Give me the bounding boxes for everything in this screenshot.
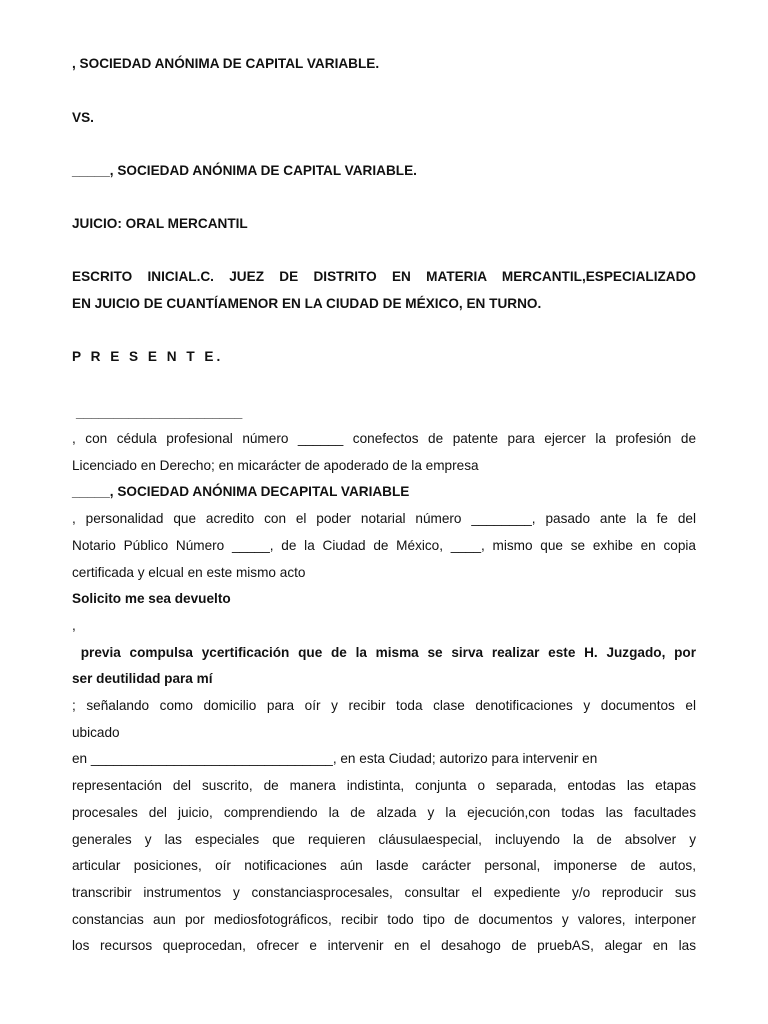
compulsa-bold-line-1: previa compulsa ycertificación que de la misma se sirva realizar este H. Juzgado, por bbox=[72, 644, 696, 660]
body-text-line: procesales del juicio, comprendiendo la de alzada y la ejecución,con todas las facultades bbox=[72, 804, 696, 820]
court-heading-line-2: EN JUICIO DE CUANTÍAMENOR EN LA CIUDAD DE MÉXICO, EN TURNO. bbox=[72, 296, 542, 311]
party-one-heading: , SOCIEDAD ANÓNIMA DE CAPITAL VARIABLE. bbox=[72, 56, 380, 71]
body-text-line: los recursos queprocedan, ofrecer e intervenir en el desahogo de pruebAS, alegar en las bbox=[72, 938, 696, 954]
party-two-heading: _____, SOCIEDAD ANÓNIMA DE CAPITAL VARIABLE. bbox=[72, 163, 417, 178]
body-text-line: ; señalando como domicilio para oír y recibir toda clase denotificaciones y documentos el bbox=[72, 698, 696, 714]
document-body bbox=[72, 400, 696, 960]
body-text-line: generales y las especiales que requieren cláusulaespecial, incluyendo la de absolver y bbox=[72, 831, 696, 847]
compulsa-bold-line-2: ser deutilidad para mí bbox=[72, 671, 213, 687]
body-text-line: Licenciado en Derecho; en micarácter de apoderado de la empresa bbox=[72, 457, 479, 473]
body-text-line: certificada y elcual en este mismo acto bbox=[72, 564, 306, 580]
body-text-line: , personalidad que acredito con el poder notarial número ________, pasado ante la fe del bbox=[72, 511, 696, 527]
body-text-line: en ________________________________, en esta Ciudad; autorizo para intervenir en bbox=[72, 751, 598, 767]
body-text-line: ubicado bbox=[72, 724, 120, 740]
request-bold-text: Solicito me sea devuelto bbox=[72, 591, 231, 607]
body-text-line: , con cédula profesional número ______ conefectos de patente para ejercer la profesión de bbox=[72, 431, 696, 446]
body-text-line: representación del suscrito, de manera indistinta, conjunta o separada, entodas las etapas bbox=[72, 778, 696, 794]
company-name-bold: _____, SOCIEDAD ANÓNIMA DECAPITAL VARIABLE bbox=[72, 484, 410, 500]
body-text-line: Notario Público Número _____, de la Ciudad de México, ____, mismo que se exhibe en copia bbox=[72, 537, 696, 553]
versus-heading: VS. bbox=[72, 110, 94, 125]
body-text-line: articular posiciones, oír notificaciones aún lasde carácter personal, imponerse de autos, bbox=[72, 858, 696, 874]
body-text-line: constancias aun por mediosfotográficos, recibir todo tipo de documentos y valores, interponer bbox=[72, 911, 696, 927]
comma-line: , bbox=[72, 617, 76, 633]
body-text-line: transcribir instrumentos y constanciasprocesales, consultar el expediente y/o reproducir sus bbox=[72, 884, 696, 900]
court-heading-line-1: ESCRITO INICIAL.C. JUEZ DE DISTRITO EN MATERIA MERCANTIL,ESPECIALIZADO bbox=[72, 269, 696, 284]
trial-type-heading: JUICIO: ORAL MERCANTIL bbox=[72, 216, 248, 231]
name-blank-line: ______________________ bbox=[76, 405, 243, 420]
presente-heading: P R E S E N T E. bbox=[72, 349, 224, 364]
